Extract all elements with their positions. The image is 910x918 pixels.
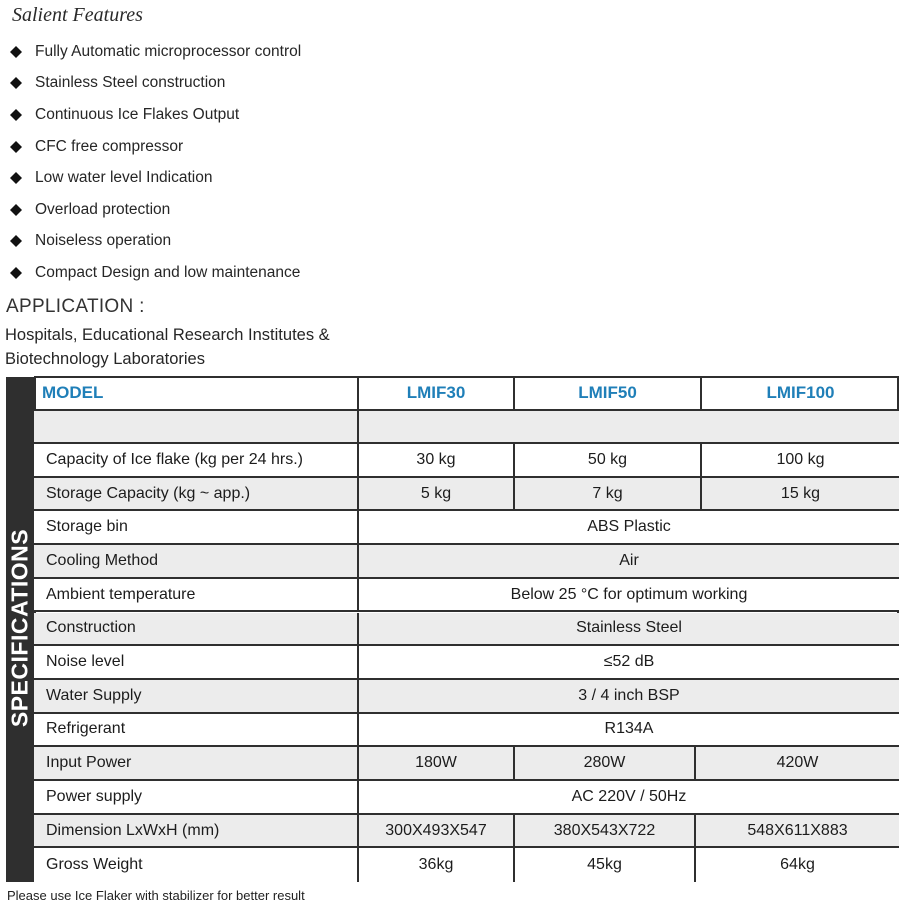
spec-value: Air	[359, 545, 899, 579]
application-line: Hospitals, Educational Research Institutes &	[5, 326, 330, 344]
feature-item: Compact Design and low maintenance	[10, 257, 301, 289]
bullet-icon	[10, 141, 22, 153]
spec-value: 5 kg	[359, 478, 515, 512]
spec-row-label: Cooling Method	[34, 545, 359, 579]
application-text	[5, 323, 365, 371]
application-line: Biotechnology Laboratories	[5, 350, 205, 368]
spec-value: 64kg	[696, 848, 899, 882]
footnote: Please use Ice Flaker with stabilizer for better result	[7, 888, 305, 903]
model-name: LMIF30	[359, 376, 515, 411]
spec-row-label: Construction	[34, 613, 359, 647]
model-header: MODEL	[34, 376, 359, 411]
model-name: LMIF100	[702, 376, 899, 411]
feature-item: Noiseless operation	[10, 226, 301, 258]
spec-value: R134A	[359, 714, 899, 748]
specifications-table	[34, 376, 899, 882]
spec-value: Below 25 °C for optimum working	[359, 579, 899, 613]
spec-value: 30 kg	[359, 444, 515, 478]
spec-value: ABS Plastic	[359, 511, 899, 545]
feature-item: Continuous Ice Flakes Output	[10, 99, 301, 131]
spec-value: Stainless Steel	[359, 613, 899, 647]
bullet-icon	[10, 235, 22, 247]
spec-value: 420W	[696, 747, 899, 781]
spec-row-label: Refrigerant	[34, 714, 359, 748]
feature-item: CFC free compressor	[10, 131, 301, 163]
spec-value: 50 kg	[515, 444, 702, 478]
bullet-icon	[10, 204, 22, 216]
model-name: LMIF50	[515, 376, 702, 411]
bullet-icon	[10, 109, 22, 121]
spec-row-label: Water Supply	[34, 680, 359, 714]
spec-value: 3 / 4 inch BSP	[359, 680, 899, 714]
bullet-icon	[10, 172, 22, 184]
spec-row-label: Storage Capacity (kg ~ app.)	[34, 478, 359, 512]
spec-value: 45kg	[515, 848, 696, 882]
feature-list	[10, 36, 301, 289]
spec-value: 36kg	[359, 848, 515, 882]
spec-row-label: Capacity of Ice flake (kg per 24 hrs.)	[34, 444, 359, 478]
bullet-icon	[10, 267, 22, 279]
blank-row-label	[34, 411, 359, 444]
spec-value: 180W	[359, 747, 515, 781]
spec-value: 100 kg	[702, 444, 899, 478]
application-heading: APPLICATION :	[6, 296, 145, 317]
spec-row-label: Input Power	[34, 747, 359, 781]
spec-value: 548X611X883	[696, 815, 899, 849]
spec-value: 7 kg	[515, 478, 702, 512]
spec-value: 300X493X547	[359, 815, 515, 849]
feature-item: Overload protection	[10, 194, 301, 226]
spec-value: 380X543X722	[515, 815, 696, 849]
feature-item: Low water level Indication	[10, 162, 301, 194]
spec-row-label: Dimension LxWxH (mm)	[34, 815, 359, 849]
spec-value: AC 220V / 50Hz	[359, 781, 899, 815]
spec-row-label: Power supply	[34, 781, 359, 815]
spec-row-label: Gross Weight	[34, 848, 359, 882]
spec-row-label: Ambient temperature	[34, 579, 359, 613]
blank-row-values	[359, 411, 899, 444]
specifications-label: SPECIFICATIONS	[6, 528, 33, 728]
bullet-icon	[10, 46, 22, 58]
spec-value: 15 kg	[702, 478, 899, 512]
spec-value: 280W	[515, 747, 696, 781]
spec-row-label: Noise level	[34, 646, 359, 680]
spec-row-label: Storage bin	[34, 511, 359, 545]
feature-item: Fully Automatic microprocessor control	[10, 36, 301, 68]
feature-item: Stainless Steel construction	[10, 68, 301, 100]
bullet-icon	[10, 77, 22, 89]
section-title: Salient Features	[12, 4, 143, 26]
spec-value: ≤52 dB	[359, 646, 899, 680]
